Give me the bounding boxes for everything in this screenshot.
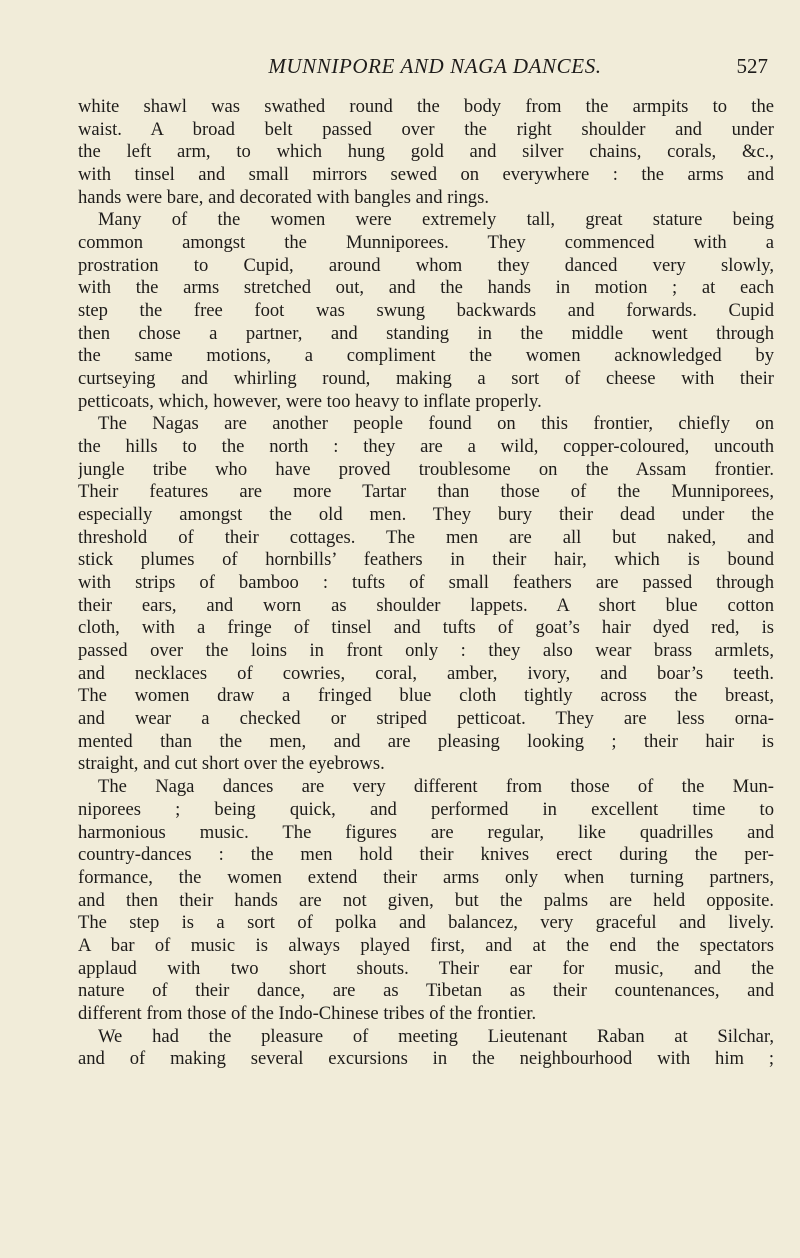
text-line: The Naga dances are very different from those of the Mun- — [98, 776, 774, 798]
text-line: with the arms stretched out, and the hands in motion ; at each — [78, 277, 774, 299]
text-line: common amongst the Munniporees. They commenced with a — [78, 232, 774, 254]
text-line: stick plumes of hornbills’ feathers in their hair, which is bound — [78, 549, 774, 571]
text-line: their ears, and worn as shoulder lappets. A short blue cotton — [78, 594, 774, 616]
text-line: petticoats, which, however, were too heavy to inflate properly. — [78, 390, 542, 412]
running-head — [100, 50, 770, 82]
text-line: jungle tribe who have proved troublesome on the Assam frontier. — [78, 458, 774, 480]
body-text — [78, 96, 774, 1071]
text-line: The Nagas are another people found on this frontier, chiefly on — [98, 413, 774, 435]
text-line: and necklaces of cowries, coral, amber, ivory, and boar’s teeth. — [78, 662, 774, 684]
text-line: different from those of the Indo-Chinese tribes of the frontier. — [78, 1002, 537, 1024]
running-title: MUNNIPORE AND NAGA DANCES. — [268, 54, 602, 78]
text-line: applaud with two short shouts. Their ear for music, and the — [78, 957, 774, 979]
text-line: passed over the loins in front only : they also wear brass armlets, — [78, 640, 774, 662]
text-line: with strips of bamboo : tufts of small feathers are passed through — [78, 572, 774, 594]
text-line: especially amongst the old men. They bury their dead under the — [78, 504, 774, 526]
text-line: A bar of music is always played first, and at the end the spectators — [78, 934, 774, 956]
text-line: then chose a partner, and standing in the middle went through — [78, 322, 774, 344]
text-line: country-dances : the men hold their knives erect during the per- — [78, 844, 774, 866]
text-line: the left arm, to which hung gold and silver chains, corals, &c., — [78, 141, 774, 163]
text-line: The step is a sort of polka and balancez, very graceful and lively. — [78, 912, 774, 934]
text-line: prostration to Cupid, around whom they danced very slowly, — [78, 254, 774, 276]
text-line: niporees ; being quick, and performed in excellent time to — [78, 798, 774, 820]
text-line: We had the pleasure of meeting Lieutenant Raban at Silchar, — [98, 1025, 774, 1047]
text-line: step the free foot was swung backwards and forwards. Cupid — [78, 300, 774, 322]
text-line: with tinsel and small mirrors sewed on everywhere : the arms and — [78, 164, 774, 186]
text-line: curtseying and whirling round, making a sort of cheese with their — [78, 368, 774, 390]
text-line: mented than the men, and are pleasing looking ; their hair is — [78, 730, 774, 752]
text-line: hands were bare, and decorated with bangles and rings. — [78, 186, 489, 208]
text-line: the hills to the north : they are a wild, copper-coloured, uncouth — [78, 436, 774, 458]
text-line: and then their hands are not given, but the palms are held opposite. — [78, 889, 774, 911]
text-line: Many of the women were extremely tall, great stature being — [98, 209, 774, 231]
text-line: harmonious music. The figures are regular, like quadrilles and — [78, 821, 774, 843]
text-line: the same motions, a compliment the women acknowledged by — [78, 345, 774, 367]
text-line: The women draw a fringed blue cloth tightly across the breast, — [78, 685, 774, 707]
text-line: straight, and cut short over the eyebrows. — [78, 753, 385, 775]
text-line: waist. A broad belt passed over the right shoulder and under — [78, 118, 774, 140]
text-line: and of making several excursions in the neighbourhood with him ; — [78, 1048, 774, 1070]
text-line: nature of their dance, are as Tibetan as their countenances, and — [78, 980, 774, 1002]
text-line: threshold of their cottages. The men are all but naked, and — [78, 526, 774, 548]
text-line: white shawl was swathed round the body from the armpits to the — [78, 96, 774, 117]
text-line: Their features are more Tartar than those of the Munniporees, — [78, 481, 774, 503]
page-number: 527 — [736, 54, 768, 78]
text-line: formance, the women extend their arms only when turning partners, — [78, 866, 774, 888]
text-line: cloth, with a fringe of tinsel and tufts of goat’s hair dyed red, is — [78, 617, 774, 639]
text-line: and wear a checked or striped petticoat. They are less orna- — [78, 708, 774, 730]
